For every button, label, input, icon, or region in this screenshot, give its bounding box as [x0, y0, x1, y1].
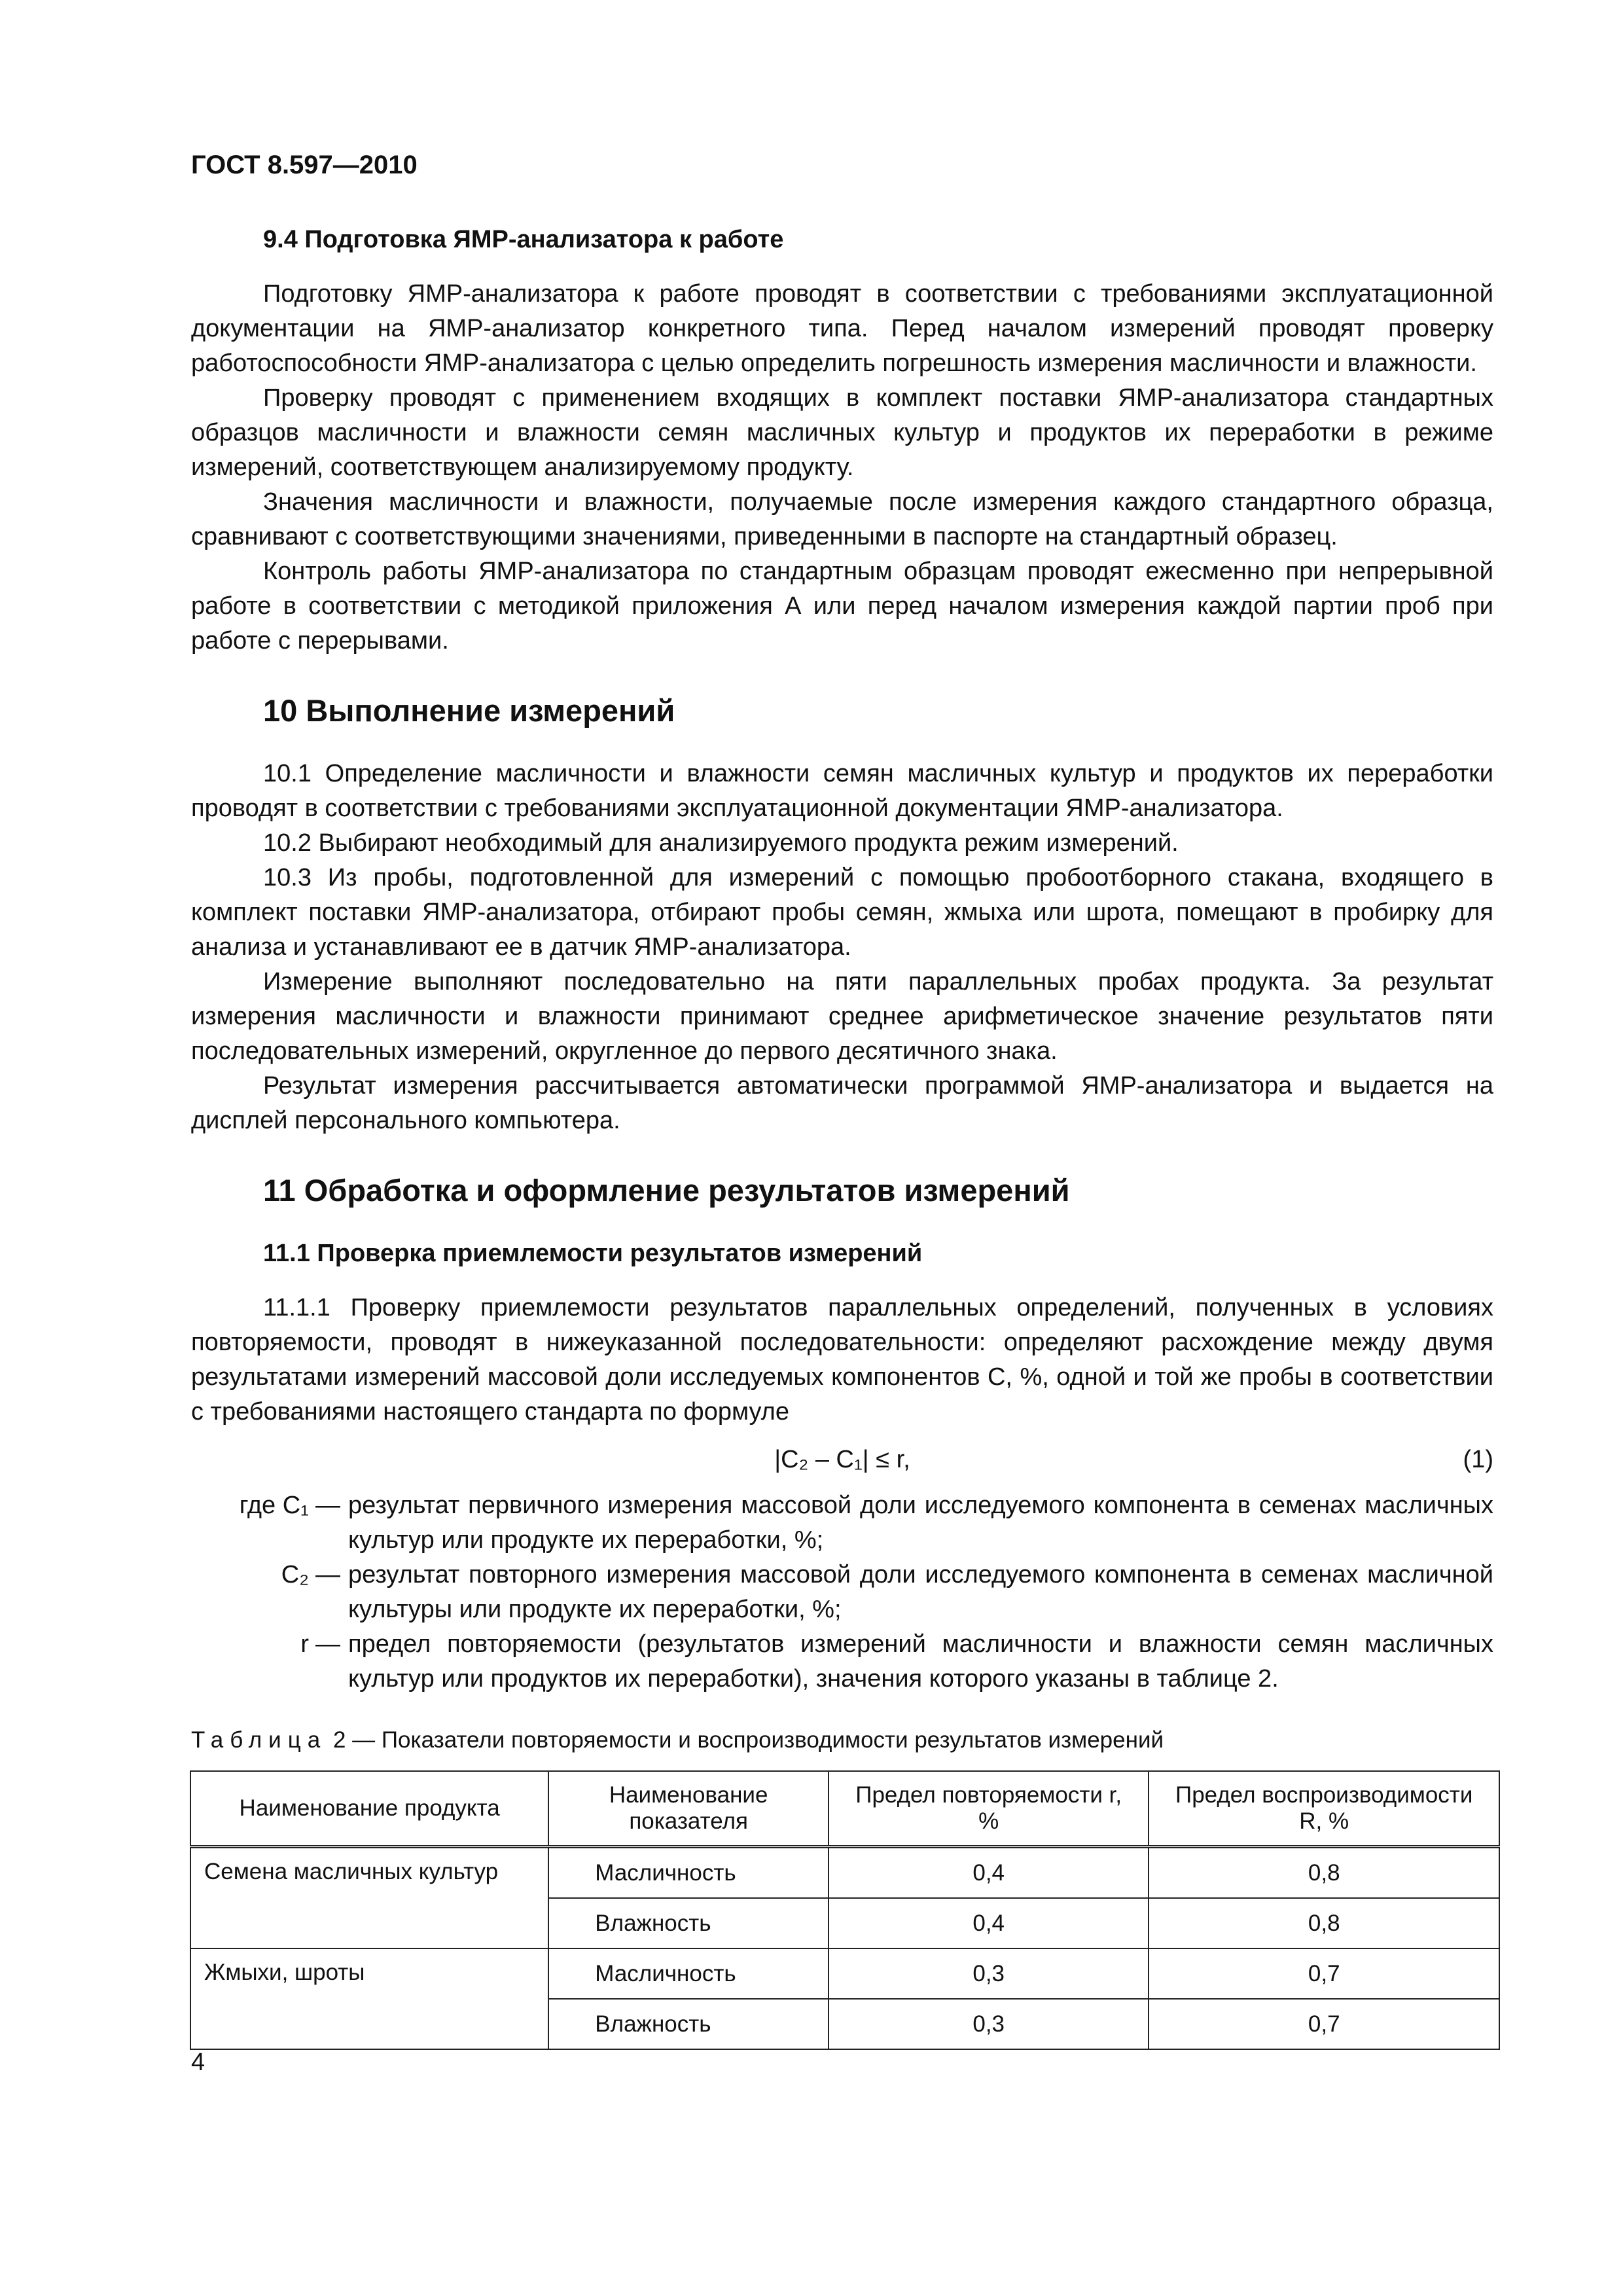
paragraph: Результат измерения рассчитывается автоматически программой ЯМР-анализатора и выдается на дисплей персонального компьютера.	[191, 1072, 1493, 1134]
paragraph: 10.2 Выбирают необходимый для анализируемого продукта режим измерений.	[263, 829, 1179, 857]
page-number: 4	[191, 2049, 205, 2076]
formula-expression: |C₂ – C₁| ≤ r,	[774, 1446, 910, 1473]
table-row	[190, 1847, 1499, 1899]
table-row	[190, 1948, 1499, 1999]
paragraph: Подготовку ЯМР-анализатора к работе проводят в соответствии с требованиями эксплуатационной документации на ЯМР-анализатор конкретного типа. Перед началом измерений проводят проверку работоспособности ЯМР-анализатора с целью определить погрешность измерения масличности и влажности.	[191, 280, 1493, 377]
indicator-cell: Масличность	[548, 1948, 829, 1999]
definition-item: r — предел повторяемости (результатов измерений масличности и влажности семян масличных культур или продуктов их переработки), значения которого указаны в таблице 2.	[191, 1627, 1493, 1696]
table-caption-prefix: Таблица	[191, 1727, 327, 1753]
definition-item: где C₁ — результат первичного измерения массовой доли исследуемого компонента в семенах масличных культур или продукте их переработки, %;	[191, 1488, 1493, 1558]
r-value-cell: 0,4	[829, 1898, 1149, 1948]
product-cell: Семена масличных культур	[190, 1847, 548, 1949]
results-table	[190, 1770, 1500, 2050]
definition-text: предел повторяемости (результатов измерений масличности и влажности семян масличных культур или продуктов их переработки), значения которого указаны в таблице 2.	[348, 1630, 1493, 1693]
definition-term: C₂	[281, 1561, 309, 1588]
table-header-row	[190, 1771, 1499, 1847]
standard-header: ГОСТ 8.597—2010	[191, 151, 418, 179]
table-caption-text: 2 — Показатели повторяемости и воспроизводимости результатов измерений	[332, 1727, 1164, 1753]
definition-text: результат первичного измерения массовой доли исследуемого компонента в семенах масличных культур или продукте их переработки, %;	[348, 1492, 1493, 1554]
definition-term: где C₁	[239, 1492, 309, 1519]
big-r-value-cell: 0,7	[1149, 1948, 1499, 1999]
r-value-cell: 0,3	[829, 1948, 1149, 1999]
paragraph: 11.1.1 Проверку приемлемости результатов параллельных определений, полученных в условиях повторяемости, проводят в нижеуказанной последовательности: определяют расхождение между двумя результатами измерений массовой доли исследуемых компонентов С, %, одной и той же пробы в соответствии с требованиями настоящего стандарта по формуле	[191, 1294, 1493, 1426]
formula-1	[191, 1443, 1493, 1482]
indicator-cell: Масличность	[548, 1847, 829, 1899]
definition-term: r	[300, 1630, 309, 1658]
page-content	[191, 223, 1493, 2050]
paragraph: Измерение выполняют последовательно на пяти параллельных пробах продукта. За результат измерения масличности и влажности принимают среднее арифметическое значение результатов пяти последовательных измерений, округленное до первого десятичного знака.	[191, 968, 1493, 1065]
column-header: Наименование продукта	[190, 1771, 548, 1847]
indicator-cell: Влажность	[548, 1898, 829, 1948]
big-r-value-cell: 0,8	[1149, 1847, 1499, 1899]
big-r-value-cell: 0,8	[1149, 1898, 1499, 1948]
paragraph: Контроль работы ЯМР-анализатора по стандартным образцам проводят ежесменно при непрерывной работе в соответствии с методикой приложения А или перед началом измерения каждой партии проб при работе с перерывами.	[191, 558, 1493, 655]
paragraph: 10.1 Определение масличности и влажности семян масличных культур и продуктов их переработки проводят в соответствии с требованиями эксплуатационной документации ЯМР-анализатора.	[191, 760, 1493, 822]
definition-text: результат повторного измерения массовой доли исследуемого компонента в семенах масличной культуры или продукте их переработки, %;	[348, 1561, 1493, 1623]
indicator-cell: Влажность	[548, 1999, 829, 2049]
definition-item: C₂ — результат повторного измерения массовой доли исследуемого компонента в семенах масличной культуры или продукте их переработки, %;	[191, 1558, 1493, 1627]
column-header: Предел повторяемости r, %	[829, 1771, 1149, 1847]
formula-number: (1)	[1463, 1446, 1493, 1473]
r-value-cell: 0,3	[829, 1999, 1149, 2049]
section-11-1-title: 11.1 Проверка приемлемости результатов измерений	[263, 1240, 923, 1267]
table-caption	[191, 1723, 1493, 1757]
big-r-value-cell: 0,7	[1149, 1999, 1499, 2049]
r-value-cell: 0,4	[829, 1847, 1149, 1899]
paragraph: Значения масличности и влажности, получаемые после измерения каждого стандартного образца, сравнивают с соответствующими значениями, приведенными в паспорте на стандартный образец.	[191, 488, 1493, 550]
section-10-title: 10 Выполнение измерений	[263, 693, 675, 728]
product-cell: Жмыхи, шроты	[190, 1948, 548, 2049]
column-header: Предел воспроизводимости R, %	[1149, 1771, 1499, 1847]
formula-definitions	[191, 1488, 1493, 1696]
paragraph: 10.3 Из пробы, подготовленной для измерений с помощью пробоотборного стакана, входящего в комплект поставки ЯМР-анализатора, отбирают пробы семян, жмыха или шрота, помещают в пробирку для анализа и устанавливают ее в датчик ЯМР-анализатора.	[191, 864, 1493, 961]
section-11-title: 11 Обработка и оформление результатов измерений	[263, 1173, 1070, 1208]
column-header: Наименование показателя	[548, 1771, 829, 1847]
paragraph: Проверку проводят с применением входящих в комплект поставки ЯМР-анализатора стандартных образцов масличности и влажности семян масличных культур и продуктов их переработки в режиме измерений, соответствующем анализируемому продукту.	[191, 384, 1493, 481]
section-9-4-title: 9.4 Подготовка ЯМР-анализатора к работе	[263, 226, 784, 253]
